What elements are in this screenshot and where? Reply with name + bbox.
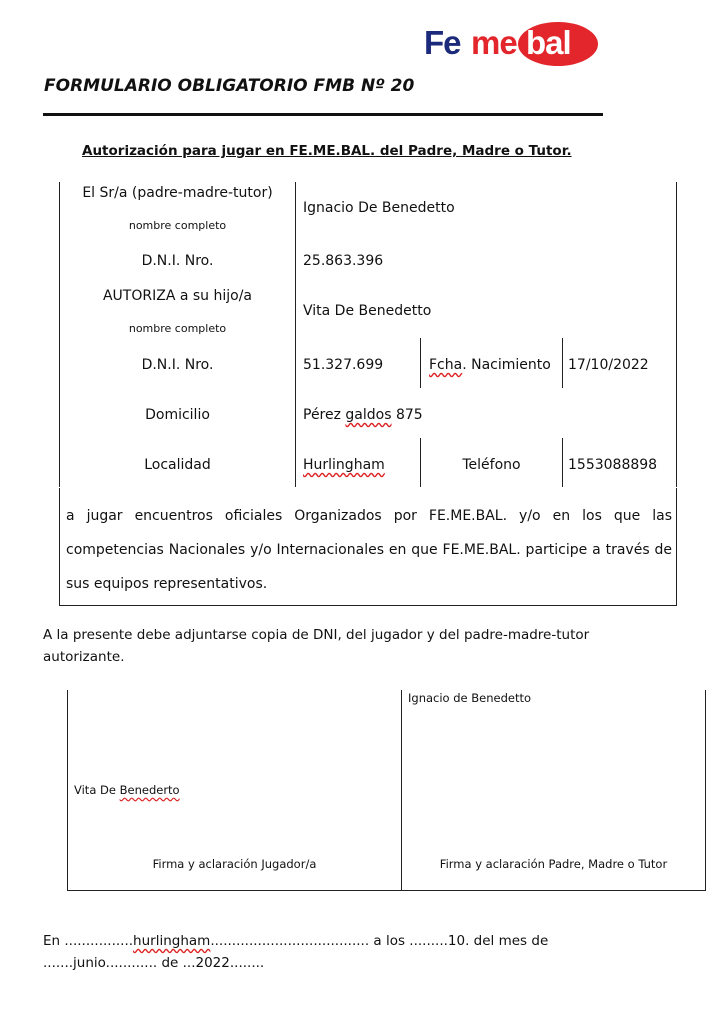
address-street-name: galdos [345,407,392,423]
table-border-bottom [59,605,677,606]
address-value [303,407,423,423]
footer-suffix: ..................................... a los .........10. del mes de [210,933,549,949]
address-number: 875 [391,407,423,423]
table-divider-birth [420,338,421,388]
birth-label-rest: . Nacimiento [462,357,551,373]
table-divider-main [295,182,296,487]
place-date-line-2: .......junio............ de ...2022........ [43,955,265,971]
birth-label-abbr: Fcha [429,357,463,373]
parent-signature-caption: Firma y aclaración Padre, Madre o Tutor [439,857,668,871]
femebal-logo [424,22,602,66]
place-date-line [43,930,548,974]
child-sublabel: nombre completo [128,322,227,335]
table-divider-birth-value [562,338,563,388]
paragraph-top-spacer [59,487,677,488]
city-value: Hurlingham [303,457,385,473]
logo-text-me: me [471,24,517,61]
city-label: Localidad [144,457,211,473]
player-signature-first: Vita De [74,783,120,797]
player-signature-name [74,783,180,797]
phone-value: 1553088898 [568,457,658,473]
footer-city: hurlingham [133,933,211,949]
birth-date-label [429,357,551,373]
attachment-note: A la presente debe adjuntarse copia de DNI, del jugador y del padre-madre-tutor autorizante. [43,627,590,665]
sig-border-bottom [67,890,706,891]
table-divider-phone-value [562,438,563,487]
footer-prefix: En ................ [43,933,134,949]
title-rule [43,113,603,116]
parent-dni-label: D.N.I. Nro. [141,253,214,269]
table-border-right [676,182,677,606]
parent-signature-name: Ignacio de Benedetto [408,691,532,705]
logo-text-fe: Fe [424,24,461,61]
form-title: FORMULARIO OBLIGATORIO FMB Nº 20 [44,76,415,96]
parent-label: El Sr/a (padre-madre-tutor) [82,185,273,201]
child-dni-label: D.N.I. Nro. [141,357,214,373]
address-label: Domicilio [145,407,210,423]
child-label: AUTORIZA a su hijo/a [102,288,253,304]
parent-dni-value: 25.863.396 [303,253,384,269]
authorization-paragraph: a jugar encuentros oficiales Organizados por FE.ME.BAL. y/o en los que las competencias Nacionales y/o Internacionales en que FE.ME.BAL. participe a través de sus equipos representativos. [66,508,672,592]
player-signature-last: Benederto [119,783,180,797]
phone-label: Teléfono [462,457,521,473]
parent-name-value: Ignacio De Benedetto [303,200,455,216]
form-subtitle: Autorización para jugar en FE.ME.BAL. del Padre, Madre o Tutor. [82,143,572,159]
parent-sublabel: nombre completo [128,219,227,232]
child-name-value: Vita De Benedetto [303,303,432,319]
birth-date-value: 17/10/2022 [568,357,649,373]
child-dni-value: 51.327.699 [303,357,384,373]
sig-border-right [705,690,706,891]
address-street: Pérez [303,407,346,423]
place-date-line-1 [43,930,548,952]
table-border-left [59,182,60,606]
logo-text-bal: bal [526,24,571,61]
player-signature-caption: Firma y aclaración Jugador/a [152,857,317,871]
